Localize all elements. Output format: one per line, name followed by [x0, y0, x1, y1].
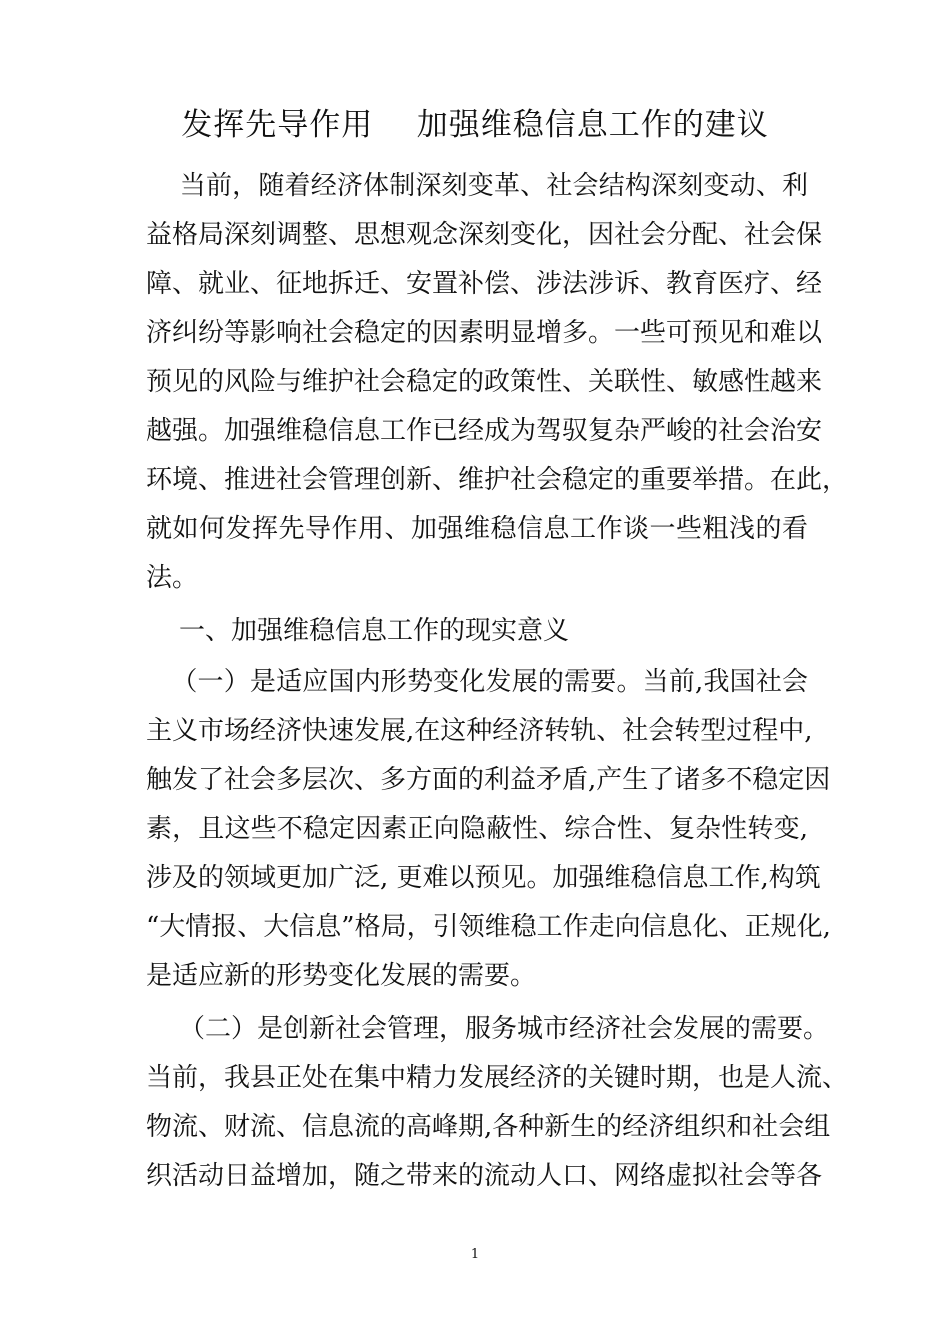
body-line: 物流、财流、信息流的高峰期,各种新生的经济组织和社会组 — [146, 1112, 831, 1142]
body-line: “大情报、大信息”格局，引领维稳工作走向信息化、正规化, — [146, 912, 831, 942]
body-line: 当前，随着经济体制深刻变革、社会结构深刻变动、利 — [146, 171, 808, 201]
body-line: 济纠纷等影响社会稳定的因素明显增多。一些可预见和难以 — [146, 318, 823, 348]
body-line: 素，且这些不稳定因素正向隐蔽性、综合性、复杂性转变, — [146, 814, 808, 844]
body-line: 预见的风险与维护社会稳定的政策性、关联性、敏感性越来 — [146, 367, 823, 397]
body-line: 主义市场经济快速发展,在这种经济转轨、社会转型过程中, — [146, 716, 813, 746]
body-line: 障、就业、征地拆迁、安置补偿、涉法涉诉、教育医疗、经 — [146, 269, 823, 299]
body-line: 越强。加强维稳信息工作已经成为驾驭复杂严峻的社会治安 — [146, 416, 823, 446]
body-line: 法。 — [146, 563, 199, 593]
body-line: 涉及的领域更加广泛, 更难以预见。加强维稳信息工作,构筑 — [146, 863, 821, 893]
page-number: 1 — [470, 1247, 480, 1262]
body-line: （一）是适应国内形势变化发展的需要。当前,我国社会 — [146, 667, 808, 697]
body-line: 就如何发挥先导作用、加强维稳信息工作谈一些粗浅的看 — [146, 514, 808, 544]
document-title: 发挥先导作用 加强维稳信息工作的建议 — [181, 107, 769, 143]
body-line: 触发了社会多层次、多方面的利益矛盾,产生了诸多不稳定因 — [146, 765, 831, 795]
body-line: 益格局深刻调整、思想观念深刻变化，因社会分配、社会保 — [146, 220, 823, 250]
body-line: （二）是创新社会管理，服务城市经济社会发展的需要。 — [146, 1014, 830, 1044]
section-heading: 一、加强维稳信息工作的现实意义 — [146, 616, 570, 646]
body-line: 环境、推进社会管理创新、维护社会稳定的重要举措。在此， — [146, 465, 849, 495]
body-line: 当前，我县正处在集中精力发展经济的关键时期，也是人流、 — [146, 1063, 849, 1093]
body-line: 是适应新的形势变化发展的需要。 — [146, 961, 537, 991]
body-line: 织活动日益增加，随之带来的流动人口、网络虚拟社会等各 — [146, 1161, 823, 1191]
